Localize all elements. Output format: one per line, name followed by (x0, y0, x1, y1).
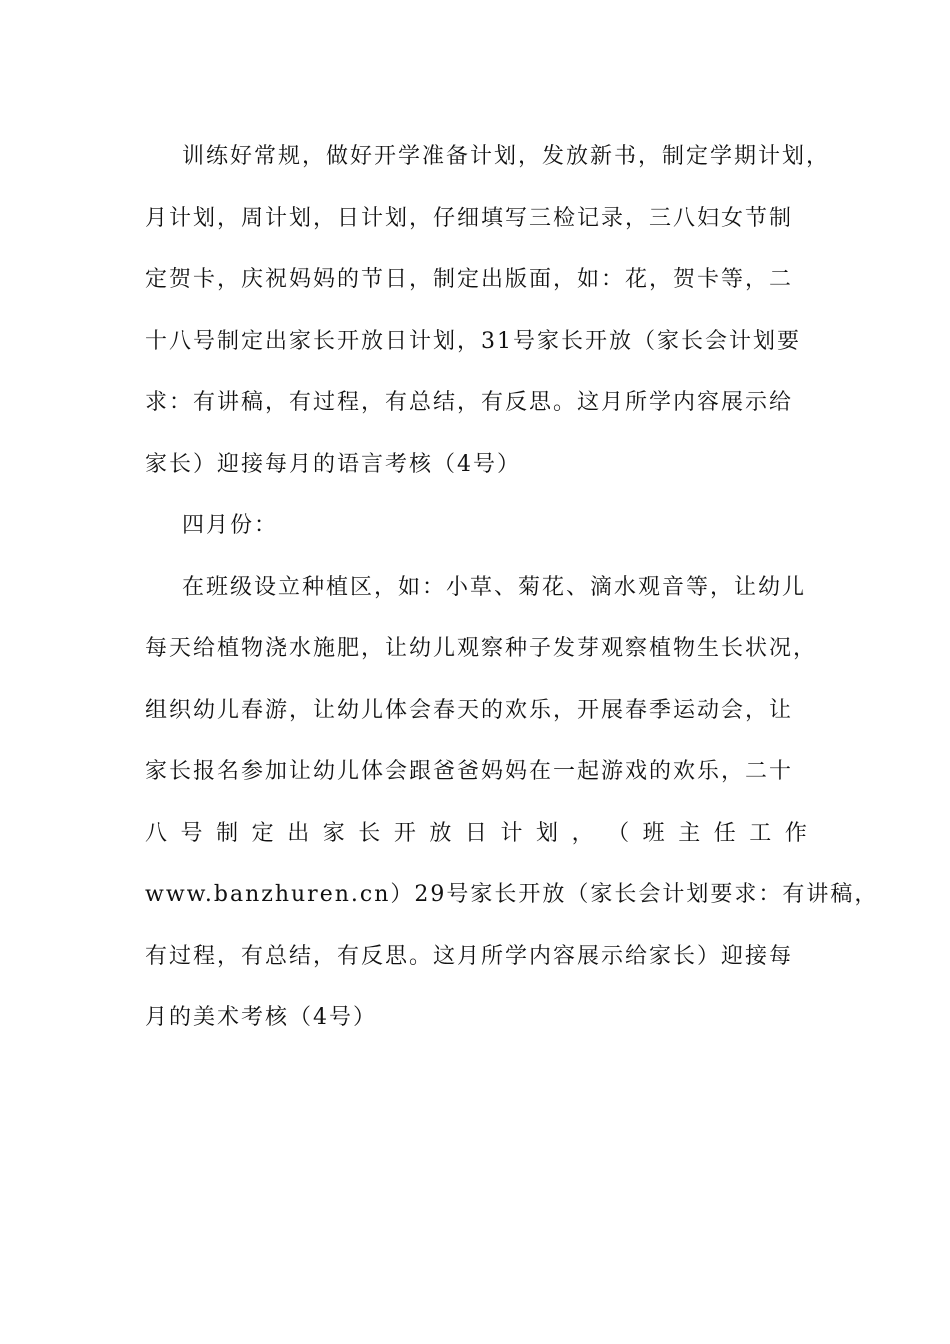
char: （ (607, 820, 630, 846)
char: 号 (180, 820, 203, 846)
char: 任 (713, 820, 736, 846)
char: 日 (464, 820, 487, 846)
text-line: 月的美术考核（4号） (145, 1005, 377, 1030)
text-line: 定贺卡，庆祝妈妈的节日，制定出版面，如：花，贺卡等，二 (145, 267, 794, 292)
char: 定 (251, 820, 274, 846)
char: 主 (678, 820, 701, 846)
text-line: 月计划，周计划，日计划，仔细填写三检记录，三八妇女节制 (145, 205, 794, 231)
text-line: 求：有讲稿，有过程，有总结，有反思。这月所学内容展示给 (145, 390, 794, 415)
text-line: 在班级设立种植区，如：小草、菊花、滴水观音等，让幼儿 (182, 574, 807, 600)
text-line: 训练好常规，做好开学准备计划，发放新书，制定学期计划， (182, 144, 831, 169)
char: 八 (145, 820, 168, 846)
section-heading-april: 四月份： (182, 513, 279, 538)
char: 长 (358, 820, 381, 846)
char: 计 (500, 820, 523, 846)
text-line: 家长报名参加让幼儿体会跟爸爸妈妈在一起游戏的欢乐，二十 (145, 759, 794, 784)
text-line: www.banzhuren.cn）29号家长开放（家长会计划要求：有讲稿， (145, 882, 879, 907)
char: 划 (536, 820, 559, 846)
char: 放 (429, 820, 452, 846)
char: 班 (642, 820, 665, 846)
char: 出 (287, 820, 310, 846)
text-line: 每天给植物浇水施肥，让幼儿观察种子发芽观察植物生长状况， (145, 636, 818, 661)
text-line: 十八号制定出家长开放日计划，31号家长开放（家长会计划要 (145, 328, 801, 354)
text-line-justified (145, 803, 807, 865)
document-body (145, 126, 879, 1049)
char: 制 (216, 820, 239, 846)
char: ， (571, 820, 594, 846)
char: 工 (749, 820, 772, 846)
char: 开 (393, 820, 416, 846)
text-line: 家长）迎接每月的语言考核（4号） (145, 451, 521, 477)
text-line: 组织幼儿春游，让幼儿体会春天的欢乐，开展春季运动会，让 (145, 697, 794, 723)
char: 家 (322, 820, 345, 846)
char: 作 (784, 820, 807, 846)
text-line: 有过程，有总结，有反思。这月所学内容展示给家长）迎接每 (145, 943, 794, 969)
